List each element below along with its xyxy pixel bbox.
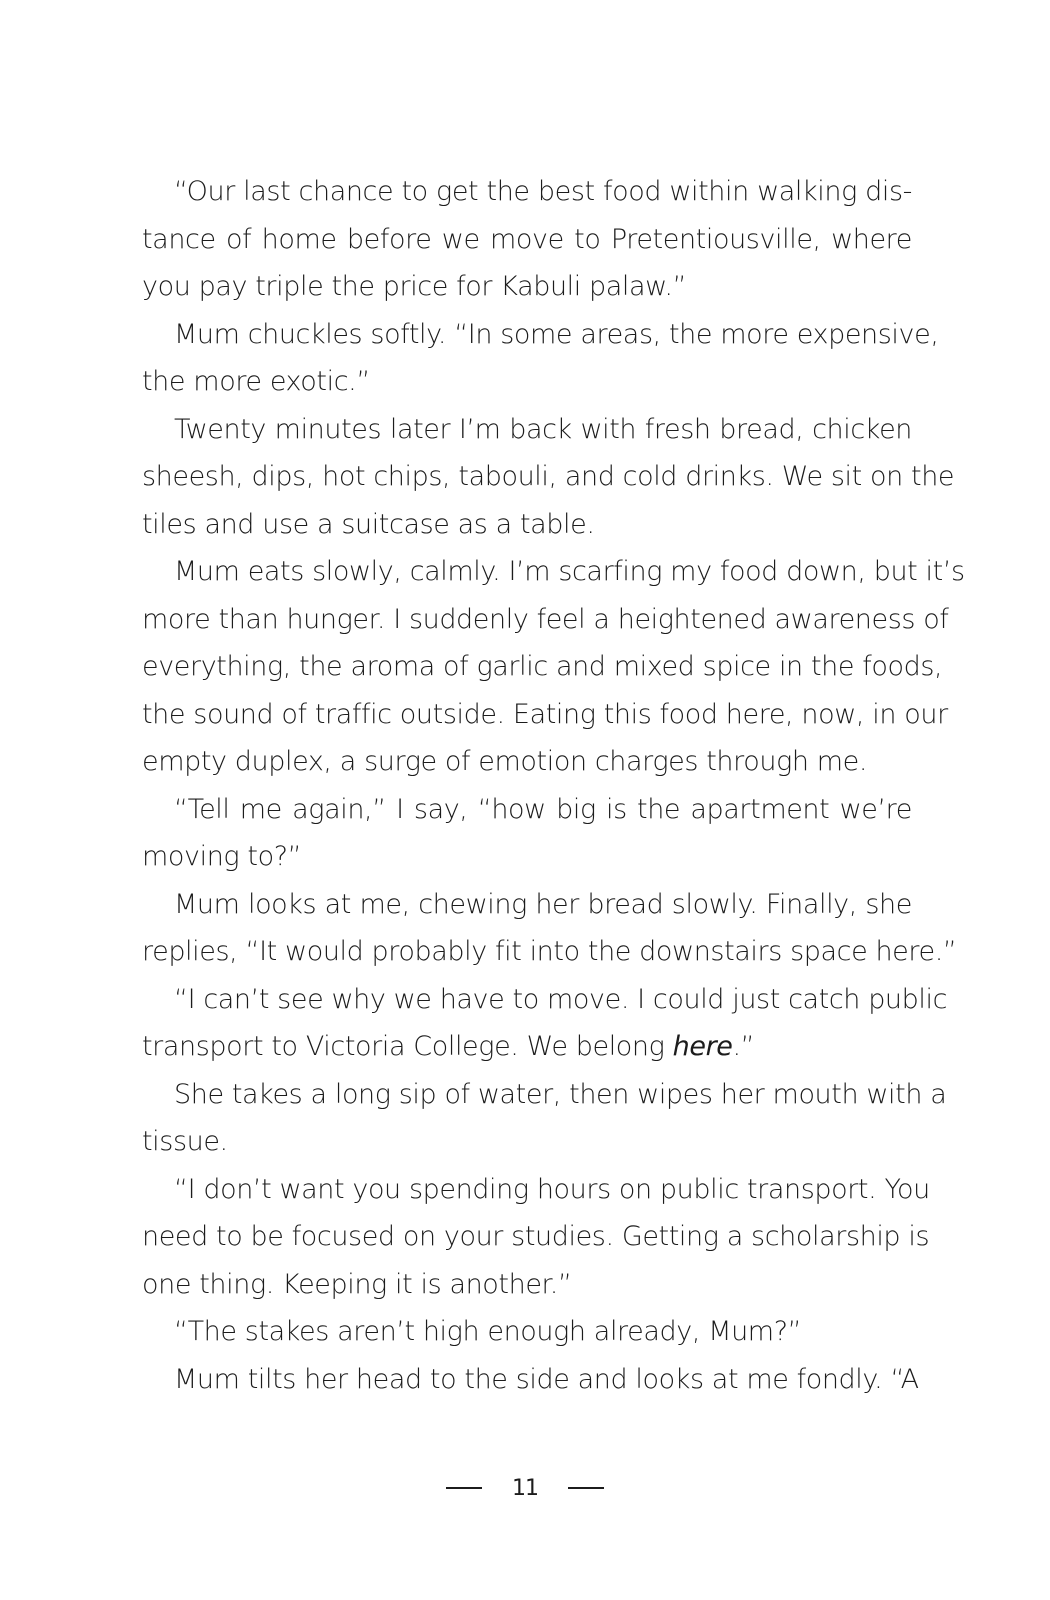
page-footer [0, 1468, 1050, 1508]
text-line: “Our last chance to get the best food within walking dis- [174, 176, 912, 207]
text-line: Twenty minutes later I’m back with fresh bread, chicken [174, 413, 912, 445]
text-line: “I don’t want you spending hours on public transport. You [174, 1173, 930, 1205]
footer-rule-left [446, 1487, 482, 1489]
text-line: the more exotic.” [142, 366, 370, 397]
text-line: replies, “It would probably fit into the downstairs space here.” [142, 936, 957, 967]
text-line: empty duplex, a surge of emotion charges through me. [142, 746, 868, 777]
text-line: Mum looks at me, chewing her bread slowly. Finally, she [174, 888, 912, 920]
page-number: 11 [512, 1475, 538, 1501]
text-line: need to be focused on your studies. Getting a scholarship is [142, 1221, 930, 1252]
text-line: Mum eats slowly, calmly. I’m scarfing my food down, but it’s [174, 556, 965, 587]
text-line: transport to Victoria College. We belong here.” [142, 1031, 755, 1062]
text-line: sheesh, dips, hot chips, tabouli, and cold drinks. We sit on the [142, 461, 955, 492]
text-line: more than hunger. I suddenly feel a heightened awareness of [142, 603, 949, 635]
text-line: “Tell me again,” I say, “how big is the apartment we’re [174, 793, 912, 825]
text-line: tissue. [142, 1126, 228, 1157]
text-line: moving to?” [142, 841, 302, 872]
text-line: “I can’t see why we have to move. I could just catch public [174, 983, 948, 1015]
text-line: everything, the aroma of garlic and mixed spice in the foods, [142, 651, 943, 682]
text-line: Mum tilts her head to the side and looks at me fondly. “A [174, 1363, 919, 1395]
text-line: “The stakes aren’t high enough already, Mum?” [174, 1316, 802, 1347]
text-line: you pay triple the price for Kabuli palaw.” [142, 271, 687, 302]
text-line: the sound of traffic outside. Eating this food here, now, in our [142, 698, 948, 730]
body-text [142, 168, 965, 1403]
text-line: Mum chuckles softly. “In some areas, the more expensive, [174, 318, 939, 350]
text-line: She takes a long sip of water, then wipes her mouth with a [174, 1078, 947, 1110]
text-line: tiles and use a suitcase as a table. [142, 508, 595, 540]
text-line: one thing. Keeping it is another.” [142, 1268, 572, 1300]
text-line: tance of home before we move to Pretentiousville, where [142, 223, 912, 255]
footer-rule-right [568, 1487, 604, 1489]
